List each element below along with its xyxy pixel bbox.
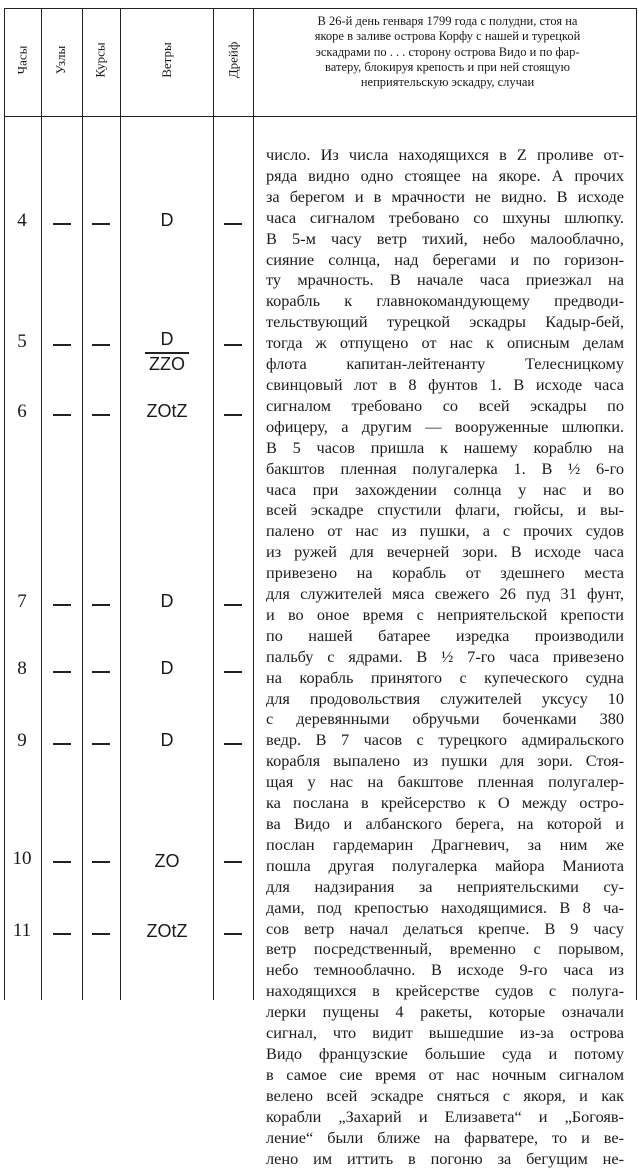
hour-value: 5: [6, 331, 38, 353]
text-line: тогда ж отпущено от нас к описным делам: [266, 333, 624, 354]
text-line: с деревянными обручьми боченками 380: [266, 709, 624, 730]
text-line: на корабль принятого с купеческого судна: [266, 668, 624, 689]
drift-dash: [224, 414, 242, 416]
text-line: флота капитан-лейтенанту Телесницкому: [266, 354, 624, 375]
text-line: В 5-м часу ветр тихий, небо малооблачно,: [266, 229, 624, 250]
column-rule: [213, 8, 214, 1000]
text-line: Видо французские большие суда и потому: [266, 1044, 624, 1065]
wind-value: D: [122, 658, 212, 679]
text-line: корабль к главнокомандующему предводи-: [266, 291, 624, 312]
wind-value: ZOtZ: [122, 401, 212, 422]
knots-dash: [53, 344, 71, 346]
hour-value: 11: [6, 920, 38, 942]
hour-value: 8: [6, 658, 38, 680]
text-line: лерки пущены 4 ракеты, которые означали: [266, 1002, 624, 1023]
text-line: ление“ были ближе на фарватере, то и ве-: [266, 1128, 624, 1149]
text-line: ту мрачность. В начале часа приезжал на: [266, 270, 624, 291]
header-hours: Часы: [4, 10, 41, 110]
text-line: палено от нас из пушки, а с прочих судов: [266, 521, 624, 542]
text-line: ка послана в крейсерство к О между остро-: [266, 793, 624, 814]
column-rule: [253, 8, 254, 1000]
hour-value: 4: [6, 210, 38, 232]
header-bottom-rule: [4, 116, 637, 117]
wind-value-secondary: ZZO: [122, 354, 212, 375]
knots-dash: [53, 414, 71, 416]
header-courses: Курсы: [82, 10, 120, 110]
text-line: находящихся в крейсерстве судов с полуга-: [266, 981, 624, 1002]
courses-dash: [92, 344, 110, 346]
text-line: небо темнооблачно. В исходе 9-го часа из: [266, 960, 624, 981]
text-line: часа сигналом требовано со шхуны шлюпку.: [266, 208, 624, 229]
text-line: сияние солнца, над берегами и по горизон-: [266, 250, 624, 271]
text-line: офицеру, а другим — вооруженные шлюпки.: [266, 417, 624, 438]
drift-dash: [224, 743, 242, 745]
log-entry-text: [266, 145, 624, 1169]
text-line: всей эскадре спустили флаги, гюйсы, и вы-: [266, 500, 624, 521]
hour-value: 6: [6, 401, 38, 423]
text-line: ведр. В 7 часов с турецкого адмиральского: [266, 730, 624, 751]
text-line: тельствующий турецкой эскадры Кадыр-бей,: [266, 312, 624, 333]
text-line: число. Из числа находящихся в Z проливе от-: [266, 145, 624, 166]
text-line: послан гардемарин Драгневич, за ним же: [266, 835, 624, 856]
text-line: бакштов пленная полугалерка 1. В ½ 6-го: [266, 459, 624, 480]
drift-dash: [224, 604, 242, 606]
text-line: свинцовый лот в 8 фунтов 1. В исходе часа: [266, 375, 624, 396]
text-line: ветр посредственный, временно с порывом,: [266, 939, 624, 960]
text-line: корабля выпалено из пушки для зори. Стоя-: [266, 751, 624, 772]
hour-value: 10: [6, 848, 38, 870]
column-rule: [41, 8, 42, 1000]
text-line: корабли „Захарий и Елизавета“ и „Богояв-: [266, 1107, 624, 1128]
text-line: сигнал, что видит вышедшие из-за острова: [266, 1023, 624, 1044]
text-line: ва Видо и албанского берега, на которой и: [266, 814, 624, 835]
header-drift: Дрейф: [213, 10, 253, 110]
column-rule: [636, 8, 637, 1000]
knots-dash: [53, 861, 71, 863]
text-line: за берегом и в мрачности не видно. В исходе: [266, 187, 624, 208]
text-line: пальбу с ядрами. В ½ 7-го часа привезено: [266, 647, 624, 668]
wind-value: D: [122, 591, 212, 612]
drift-dash: [224, 223, 242, 225]
courses-dash: [92, 743, 110, 745]
text-line: сигналом требовано со всей эскадры по: [266, 396, 624, 417]
text-line: в самое сие время от нас ночным сигналом: [266, 1065, 624, 1086]
wind-value: D: [122, 730, 212, 751]
knots-dash: [53, 933, 71, 935]
text-line: лено им иттить в погоню за бегущим не-: [266, 1149, 624, 1169]
knots-dash: [53, 604, 71, 606]
text-line: привезено на корабль от здешнего места: [266, 563, 624, 584]
drift-dash: [224, 671, 242, 673]
courses-dash: [92, 604, 110, 606]
courses-dash: [92, 223, 110, 225]
drift-dash: [224, 933, 242, 935]
text-line: для надзирания за неприятельскими су-: [266, 877, 624, 898]
text-line: и во оное время с неприятельской крепости: [266, 605, 624, 626]
courses-dash: [92, 861, 110, 863]
wind-value: ZO: [122, 851, 212, 872]
wind-value: D: [122, 210, 212, 231]
hour-value: 7: [6, 591, 38, 613]
header-top-rule: [4, 8, 637, 9]
wind-value: ZOtZ: [122, 921, 212, 942]
text-line: для продовольствия служителей уксусу 10: [266, 689, 624, 710]
header-knots: Узлы: [41, 10, 82, 110]
courses-dash: [92, 671, 110, 673]
text-line: по нашей батарее изредка производили: [266, 626, 624, 647]
hour-value: 9: [6, 730, 38, 752]
drift-dash: [224, 861, 242, 863]
log-header-title: В 26-й день генваря 1799 года с полудни, стоя на якоре в заливе острова Корфу с нашей и турецкой эскадрами по . . . сторону острова Видо и по фар- ватеру, блокируя крепость и при ней стоящую неприятельскую эскадру, случаи: [260, 14, 635, 90]
courses-dash: [92, 933, 110, 935]
column-rule: [4, 8, 5, 1000]
text-line: сов ветр начал делаться крепче. В 9 часу: [266, 919, 624, 940]
knots-dash: [53, 671, 71, 673]
drift-dash: [224, 344, 242, 346]
text-line: велено всей эскадре сняться с якоря, и как: [266, 1086, 624, 1107]
column-rule: [120, 8, 121, 1000]
text-line: ряда видно одно стоящее на якоре. А прочих: [266, 166, 624, 187]
courses-dash: [92, 414, 110, 416]
knots-dash: [53, 743, 71, 745]
text-line: для служителей мяса свежего 26 пуд 31 фунт,: [266, 584, 624, 605]
wind-value: D: [122, 329, 212, 350]
text-line: часа при захождении солнца у нас и во: [266, 480, 624, 501]
knots-dash: [53, 223, 71, 225]
text-line: пошла другая полугалерка майора Маниота: [266, 856, 624, 877]
text-line: из ружей для вечерней зори. В исходе часа: [266, 542, 624, 563]
text-line: щая у нас на бакштове пленная полугалер-: [266, 772, 624, 793]
text-line: дами, под крепостью находящимися. В 8 ча-: [266, 898, 624, 919]
header-winds: Ветры: [120, 10, 213, 110]
text-line: В 5 часов пришла к нашему кораблю на: [266, 438, 624, 459]
column-rule: [82, 8, 83, 1000]
